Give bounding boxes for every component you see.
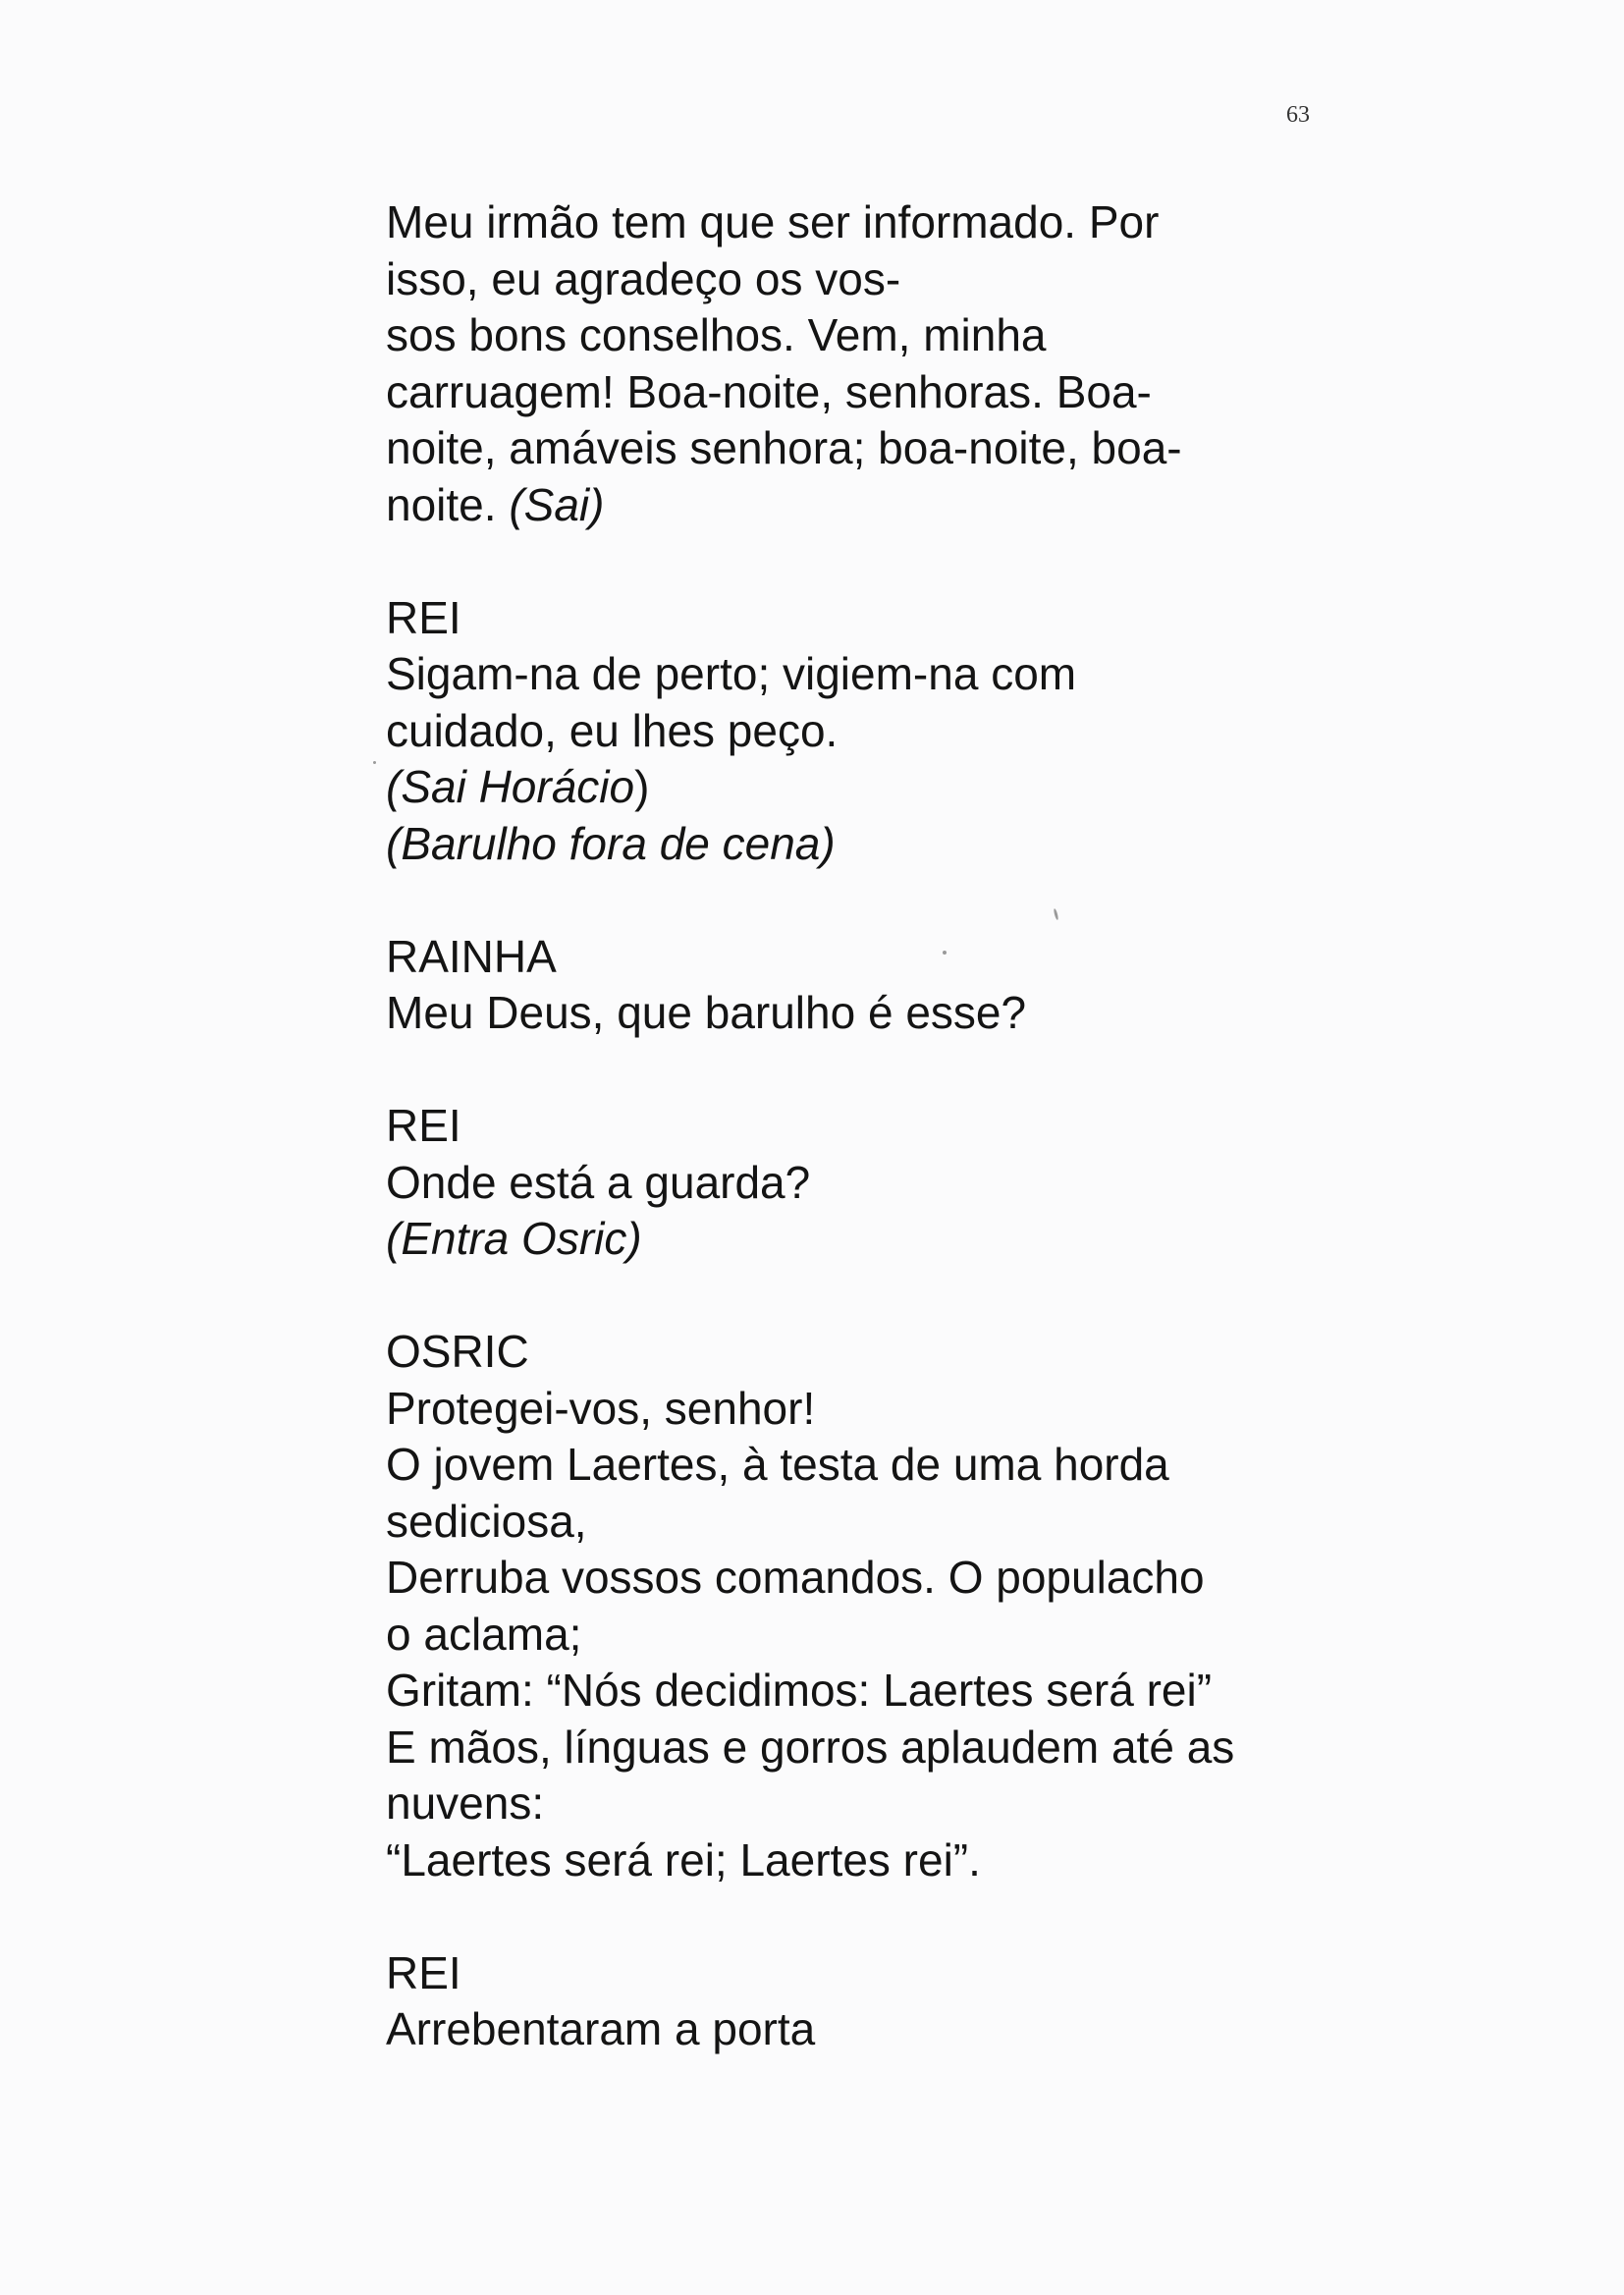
dialogue-line <box>386 646 1368 703</box>
line-text: Derruba vossos comandos. O populacho <box>386 1552 1205 1603</box>
dialogue-block <box>386 1098 1368 1268</box>
line-text: sediciosa, <box>386 1495 587 1547</box>
line-text: Gritam: “Nós decidimos: Laertes será rei” <box>386 1665 1213 1716</box>
dialogue-block <box>386 1945 1368 2058</box>
line-text: carruagem! Boa-noite, senhoras. Boa- <box>386 365 1152 417</box>
dialogue-text <box>386 194 1368 2058</box>
dialogue-line <box>386 1607 1368 1664</box>
line-text: E mãos, línguas e gorros aplaudem até as <box>386 1721 1235 1773</box>
dialogue-line <box>386 364 1368 421</box>
paper-speck <box>373 761 376 764</box>
line-text: Meu Deus, que barulho é esse? <box>386 987 1027 1038</box>
stage-direction: (Barulho fora de cena) <box>386 817 836 869</box>
speaker-name: OSRIC <box>386 1326 529 1377</box>
line-text: Onde está a guarda? <box>386 1156 811 1208</box>
dialogue-line <box>386 1437 1368 1494</box>
dialogue-line <box>386 985 1368 1042</box>
line-text: Sigam-na de perto; vigiem-na com <box>386 648 1077 699</box>
line-text: Meu irmão tem que ser informado. Por <box>386 196 1160 247</box>
dialogue-block <box>386 929 1368 1042</box>
line-text: isso, eu agradeço os vos- <box>386 252 901 304</box>
line-text: noite. <box>386 478 510 530</box>
line-text: Protegei-vos, senhor! <box>386 1382 816 1434</box>
dialogue-line <box>386 2001 1368 2058</box>
line-text: ) <box>634 761 650 812</box>
speaker-name: REI <box>386 1100 461 1151</box>
dialogue-line <box>386 759 1368 816</box>
dialogue-line <box>386 420 1368 477</box>
dialogue-line <box>386 1663 1368 1720</box>
line-text: Arrebentaram a porta <box>386 2003 816 2054</box>
dialogue-block <box>386 1324 1368 1888</box>
line-text: noite, amáveis senhora; boa-noite, boa- <box>386 422 1182 473</box>
dialogue-line <box>386 307 1368 364</box>
dialogue-block <box>386 194 1368 533</box>
stage-direction: (Sai) <box>509 478 605 530</box>
line-text: sos bons conselhos. Vem, minha <box>386 309 1047 360</box>
dialogue-line <box>386 816 1368 873</box>
dialogue-line <box>386 1776 1368 1832</box>
line-text: o aclama; <box>386 1608 582 1660</box>
dialogue-line <box>386 194 1368 251</box>
dialogue-line <box>386 1832 1368 1889</box>
dialogue-line <box>386 1381 1368 1438</box>
speaker-name: REI <box>386 1946 461 1998</box>
speaker-name: REI <box>386 591 461 643</box>
dialogue-line <box>386 1494 1368 1551</box>
dialogue-line <box>386 703 1368 760</box>
line-text: “Laertes será rei; Laertes rei”. <box>386 1833 981 1885</box>
paper-speck <box>943 951 947 955</box>
stage-direction: (Sai Horácio <box>386 761 635 812</box>
dialogue-line <box>386 1211 1368 1268</box>
dialogue-line <box>386 251 1368 308</box>
dialogue-line <box>386 1550 1368 1607</box>
dialogue-block <box>386 590 1368 873</box>
speaker-name: RAINHA <box>386 930 557 982</box>
dialogue-line <box>386 477 1368 534</box>
line-text: cuidado, eu lhes peço. <box>386 704 839 756</box>
page-number: 63 <box>1286 102 1310 128</box>
line-text: nuvens: <box>386 1777 545 1829</box>
line-text: O jovem Laertes, à testa de uma horda <box>386 1439 1169 1490</box>
dialogue-line <box>386 1720 1368 1776</box>
dialogue-line <box>386 1155 1368 1212</box>
stage-direction: (Entra Osric) <box>386 1213 642 1264</box>
